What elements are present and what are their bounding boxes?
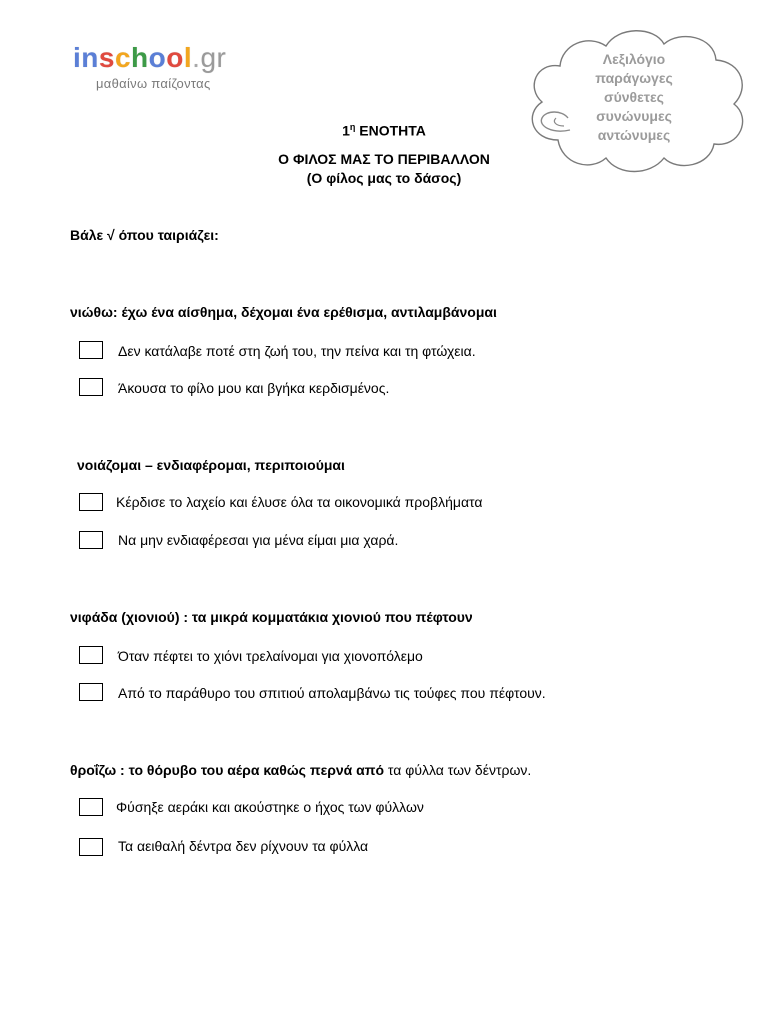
option-text: Δεν κατάλαβε ποτέ στη ζωή του, την πείνα και τη φτώχεια. <box>118 343 476 359</box>
cloud-line: σύνθετες <box>604 89 664 105</box>
cloud-line: συνώνυμες <box>596 108 672 124</box>
definition-text: θροΐζω : το θόρυβο του αέρα καθώς περνά από <box>70 762 385 778</box>
option-text: Άκουσα το φίλο μου και βγήκα κερδισμένος. <box>118 380 390 396</box>
logo-letter: h <box>131 42 149 73</box>
logo-tld: gr <box>200 42 227 73</box>
logo-letter: n <box>81 42 99 73</box>
logo-letter: o <box>148 42 167 73</box>
option-text: Από το παράθυρο του σπιτιού απολαμβάνω τις τούφες που πέφτουν. <box>118 685 546 701</box>
option-text: Τα αειθαλή δέντρα δεν ρίχνουν τα φύλλα <box>118 838 369 854</box>
instruction: Βάλε √ όπου ταιριάζει: <box>70 227 219 243</box>
option-text: Κέρδισε το λαχείο και έλυσε όλα τα οικονομικά προβλήματα <box>116 494 483 510</box>
answer-checkbox[interactable] <box>79 798 103 816</box>
answer-checkbox[interactable] <box>79 683 103 701</box>
answer-checkbox[interactable] <box>79 838 103 856</box>
page-title: Ο ΦΙΛΟΣ ΜΑΣ ΤΟ ΠΕΡΙΒΑΛΛΟΝ <box>278 151 490 167</box>
inschool-logo <box>73 44 226 72</box>
cloud-line: παράγωγες <box>595 70 673 86</box>
cloud-line: αντώνυμες <box>597 127 671 143</box>
answer-checkbox[interactable] <box>79 646 103 664</box>
answer-checkbox[interactable] <box>79 493 103 511</box>
definition <box>70 304 497 320</box>
definition-text: νοιάζομαι – ενδιαφέρομαι, περιποιούμαι <box>77 457 345 473</box>
logo-letter: i <box>73 42 82 73</box>
answer-checkbox[interactable] <box>79 341 103 359</box>
definition-tail: τα φύλλα των δέντρων. <box>384 762 532 778</box>
logo-dot: . <box>192 42 201 73</box>
cloud-line: Λεξιλόγιο <box>602 51 666 67</box>
definition <box>70 609 473 625</box>
logo-letter: o <box>166 42 184 73</box>
definition <box>77 457 345 473</box>
answer-checkbox[interactable] <box>79 531 103 549</box>
unit-word: ΕΝΟΤΗΤΑ <box>355 122 426 139</box>
answer-checkbox[interactable] <box>79 378 103 396</box>
unit-number: 1 <box>342 122 350 139</box>
logo-letter: l <box>183 42 193 73</box>
definition-text: νιφάδα (χιονιού) : τα μικρά κομματάκια χιονιού που πέφτουν <box>70 609 473 625</box>
unit-heading <box>0 122 768 139</box>
option-text: Όταν πέφτει το χιόνι τρελαίνομαι για χιονοπόλεμο <box>118 648 423 664</box>
definition-text: νιώθω: έχω ένα αίσθημα, δέχομαι ένα ερέθισμα, αντιλαμβάνομαι <box>70 304 497 320</box>
logo-tagline: μαθαίνω παίζοντας <box>96 76 211 91</box>
logo-letter: c <box>114 42 132 73</box>
option-text: Να μην ενδιαφέρεσαι για μένα είμαι μια χαρά. <box>118 532 399 548</box>
definition <box>70 762 531 778</box>
logo-letter: s <box>98 42 115 73</box>
page-subtitle: (Ο φίλος μας το δάσος) <box>306 170 462 186</box>
option-text: Φύσηξε αεράκι και ακούστηκε ο ήχος των φύλλων <box>116 799 424 815</box>
unit-superscript: η <box>349 122 356 132</box>
